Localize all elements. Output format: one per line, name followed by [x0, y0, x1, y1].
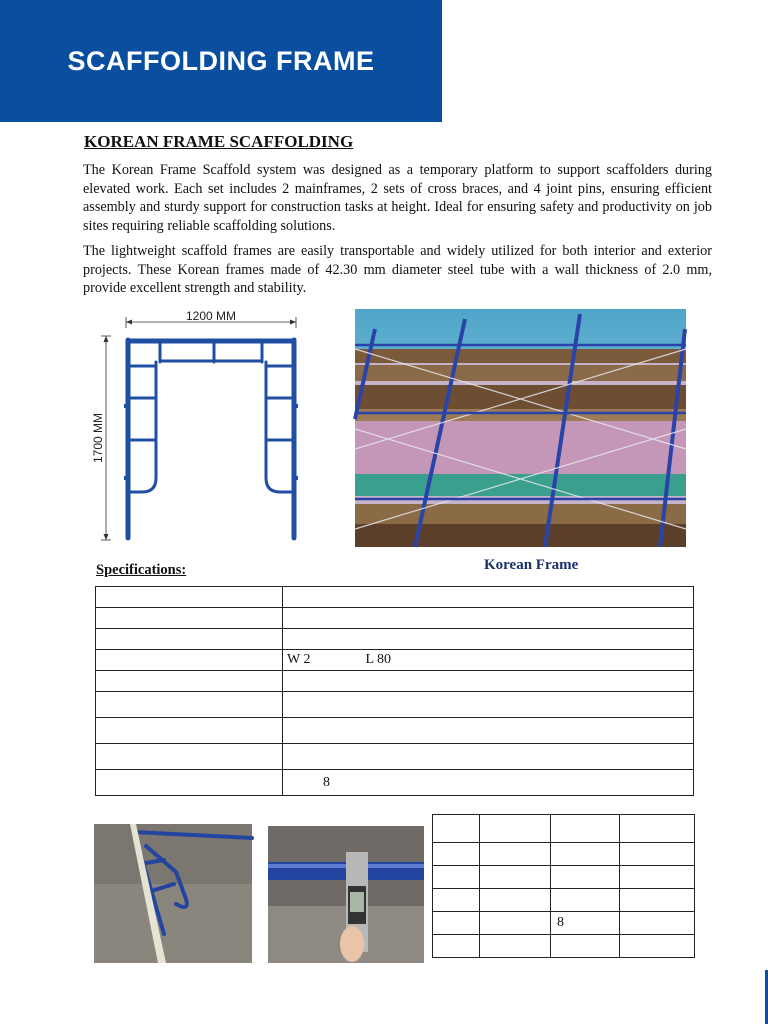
section-heading: KOREAN FRAME SCAFFOLDING [84, 132, 354, 151]
table-cell [551, 935, 620, 958]
caliper-measurement-photo [268, 826, 424, 963]
table-row [433, 866, 695, 889]
spec-label [96, 608, 283, 629]
table-cell [433, 889, 480, 912]
table-cell [620, 866, 695, 889]
table-cell [433, 912, 480, 935]
spec-label [96, 770, 283, 796]
table-cell [551, 815, 620, 843]
table-row [96, 629, 694, 650]
spec-label [96, 629, 283, 650]
table-row [433, 815, 695, 843]
table-cell [480, 843, 551, 866]
table-row [433, 935, 695, 958]
spec-value [283, 587, 694, 608]
header-banner [0, 0, 442, 122]
spec-value [283, 629, 694, 650]
table-row [96, 650, 694, 671]
table-row [433, 889, 695, 912]
table-cell [433, 815, 480, 843]
spec-value: 8 [283, 770, 694, 796]
table-cell [551, 866, 620, 889]
table-row [433, 843, 695, 866]
frame-dimension-diagram [91, 306, 308, 546]
table-row [96, 744, 694, 770]
table-cell [620, 815, 695, 843]
table-cell [620, 935, 695, 958]
table-cell [551, 843, 620, 866]
table-cell [480, 912, 551, 935]
width-dimension-label: 1200 MM [185, 309, 237, 323]
spec-label [96, 744, 283, 770]
spec-value [283, 718, 694, 744]
table-cell [620, 843, 695, 866]
spec-width-value: W 2 [287, 652, 311, 667]
specifications-heading: Specifications: [96, 562, 187, 578]
table-row [96, 608, 694, 629]
spec-length-value: L 80 [365, 652, 392, 667]
table-row [96, 587, 694, 608]
page-title: SCAFFOLDING FRAME [67, 45, 375, 76]
size-table [432, 814, 695, 958]
table-cell [480, 866, 551, 889]
table-row [96, 671, 694, 692]
spec-value [283, 650, 694, 671]
table-cell [433, 935, 480, 958]
spec-label [96, 671, 283, 692]
spec-value [283, 692, 694, 718]
spec-value [283, 744, 694, 770]
specifications-table [95, 586, 694, 796]
spec-label [96, 587, 283, 608]
table-cell [551, 889, 620, 912]
spec-label [96, 718, 283, 744]
table-cell [620, 912, 695, 935]
photo-caption: Korean Frame [484, 557, 579, 573]
spec-value [283, 671, 694, 692]
height-dimension-label: 1700 MM [91, 412, 105, 464]
table-row [96, 692, 694, 718]
frame-measurement-photo [94, 824, 252, 963]
table-row [96, 718, 694, 744]
spec-value [283, 608, 694, 629]
table-cell [480, 935, 551, 958]
intro-paragraph: The Korean Frame Scaffold system was designed as a temporary platform to support scaffolders during elevated work. Each set includes 2 mainframes, 2 sets of cross braces, and 4 joint pins, ensuring efficient assembly and sturdy support for construction tasks at height. Ideal for ensuring safety and productivity on job sites requiring reliable scaffolding solutions. [83, 162, 712, 234]
table-cell: 8 [551, 912, 620, 935]
table-row [96, 770, 694, 796]
table-cell [620, 889, 695, 912]
spec-label [96, 692, 283, 718]
table-cell [433, 843, 480, 866]
table-cell [433, 866, 480, 889]
table-row [433, 912, 695, 935]
scaffold-installation-photo [355, 309, 686, 547]
material-paragraph: The lightweight scaffold frames are easily transportable and widely utilized for both interior and exterior projects. These Korean frames made of 42.30 mm diameter steel tube with a wall thickness of 2.0 mm, provide excellent strength and stability. [83, 243, 712, 297]
table-cell [480, 815, 551, 843]
table-cell [480, 889, 551, 912]
spec-label [96, 650, 283, 671]
